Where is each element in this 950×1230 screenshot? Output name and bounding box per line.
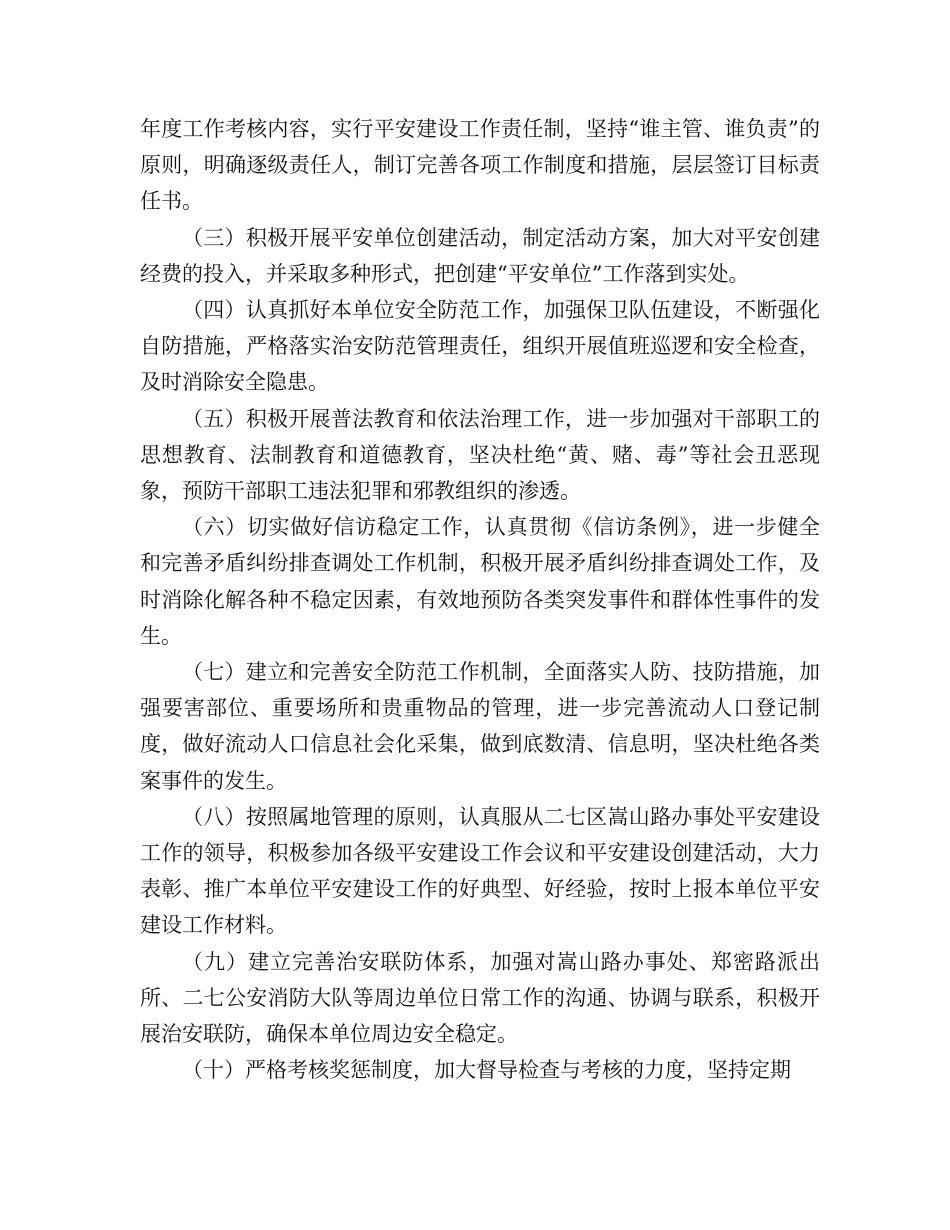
paragraph-continuation: 年度工作考核内容，实行平安建设工作责任制，坚持“谁主管、谁负责”的原则，明确逐级责任人，制订完善各项工作制度和措施，层层签订目标责任书。 bbox=[140, 117, 820, 214]
paragraph-item-6: （六）切实做好信访稳定工作，认真贯彻《信访条例》，进一步健全和完善矛盾纠纷排查调处工作机制，积极开展矛盾纠纷排查调处工作，及时消除化解各种不稳定因素，有效地预防各类突发事件和群体性事件的发生。 bbox=[140, 515, 820, 648]
document-page bbox=[140, 111, 820, 1088]
paragraph-item-3: （三）积极开展平安单位创建活动，制定活动方案，加大对平安创建经费的投入，并采取多种形式，把创建“平安单位”工作落到实处。 bbox=[140, 225, 820, 286]
paragraph-item-5: （五）积极开展普法教育和依法治理工作，进一步加强对干部职工的思想教育、法制教育和道德教育，坚决杜绝“黄、赌、毒”等社会丑恶现象，预防干部职工违法犯罪和邪教组织的渗透。 bbox=[140, 406, 820, 504]
paragraph-item-10: （十）严格考核奖惩制度，加大督导检查与考核的力度，坚持定期 bbox=[182, 1058, 791, 1083]
paragraph-item-8: （八）按照属地管理的原则，认真服从二七区嵩山路办事处平安建设工作的领导，积极参加各级平安建设工作会议和平安建设创建活动，大力表彰、推广本单位平安建设工作的好典型、好经验，按时上报本单位平安建设工作材料。 bbox=[140, 804, 820, 938]
paragraph-item-7: （七）建立和完善安全防范工作机制，全面落实人防、技防措施，加强要害部位、重要场所和贵重物品的管理，进一步完善流动人口登记制度，做好流动人口信息社会化采集，做到底数清、信息明，坚决杜绝各类案事件的发生。 bbox=[140, 660, 820, 793]
paragraph-item-9: （九）建立完善治安联防体系，加强对嵩山路办事处、郑密路派出所、二七公安消防大队等周边单位日常工作的沟通、协调与联系，积极开展治安联防，确保本单位周边安全稳定。 bbox=[140, 949, 820, 1047]
paragraph-item-4: （四）认真抓好本单位安全防范工作，加强保卫队伍建设，不断强化自防措施，严格落实治安防范管理责任，组织开展值班巡逻和安全检查，及时消除安全隐患。 bbox=[140, 298, 820, 395]
